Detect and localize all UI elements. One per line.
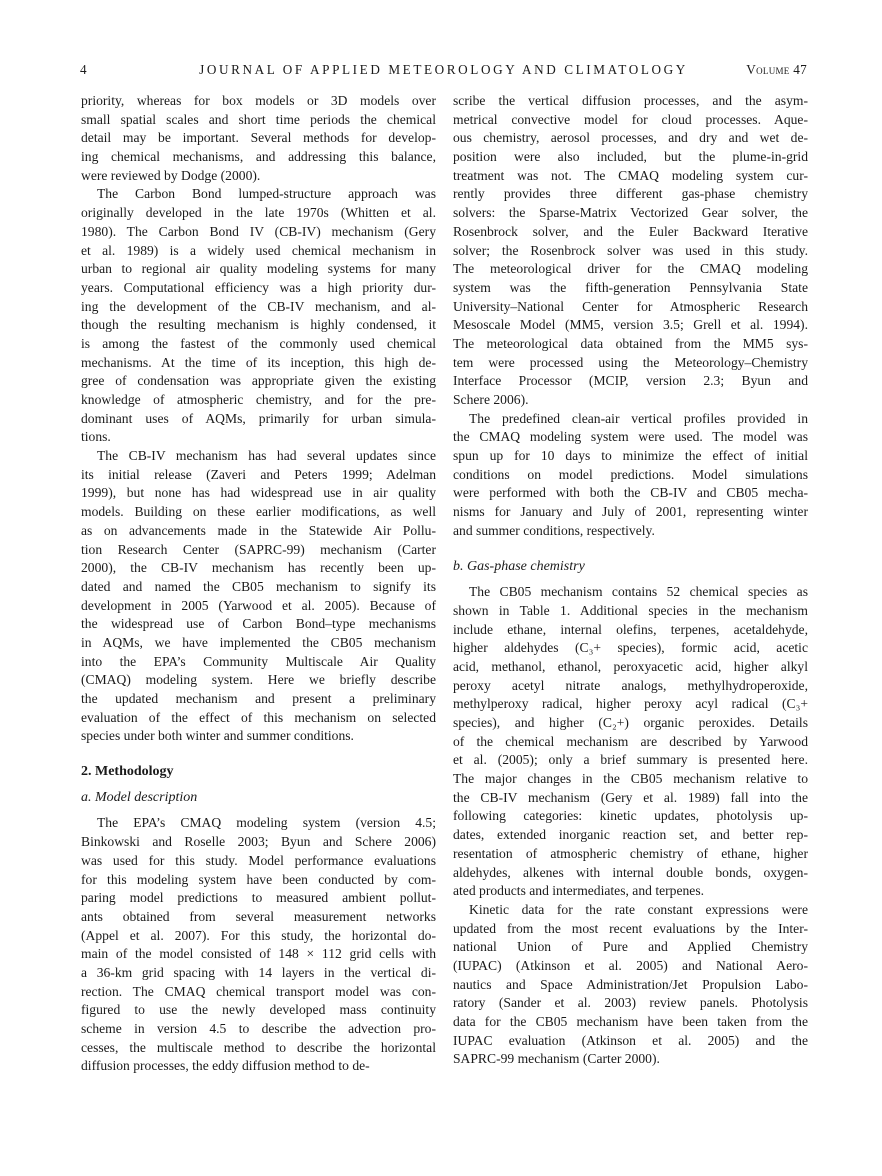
text-line: rently provides three different gas-phase chemistry	[453, 186, 808, 202]
left-column	[81, 92, 436, 1076]
paragraph	[453, 410, 808, 541]
text-line: Schere 2006).	[453, 392, 529, 407]
text-line: scribe the vertical diffusion processes, and the asym-	[453, 93, 808, 108]
text-line: paring model predictions to measured ambient pollut-	[81, 890, 436, 906]
text-line: metrical convective model for cloud processes. Aque-	[453, 111, 808, 127]
text-line: priority, whereas for box models or 3D models over	[81, 93, 436, 108]
running-header	[80, 62, 807, 80]
text-line: the widespread use of Carbon Bond–type mechanisms	[81, 616, 436, 632]
paragraph	[453, 583, 808, 901]
text-line: was used for this study. Model performance evaluations	[81, 852, 436, 868]
text-line: into the EPA’s Community Multiscale Air Quality	[81, 653, 436, 669]
text-line: main of the model consisted of 148 × 112 grid cells with	[81, 946, 436, 962]
text-line: peroxy acetyl nitrate analogs, methylhydroperoxide,	[453, 677, 808, 693]
text-line: SAPRC-99 mechanism (Carter 2000).	[453, 1051, 660, 1067]
text-line: species under both winter and summer conditions.	[81, 728, 354, 744]
text-line: dominant uses of AQMs, primarily for urban simula-	[81, 410, 436, 426]
volume-label: Volume 47	[746, 62, 807, 77]
text-line: its initial release (Zaveri and Peters 1999; Adelman	[81, 466, 436, 482]
text-line: dated and named the CB05 mechanism to signify its	[81, 578, 436, 594]
text-line: 1980). The Carbon Bond IV (CB-IV) mechanism (Gery	[81, 223, 436, 239]
right-column	[453, 92, 808, 1069]
paragraph	[81, 185, 436, 447]
text-line: a 36-km grid spacing with 14 layers in the vertical di-	[81, 964, 436, 980]
text-line: ated products and intermediates, and terpenes.	[453, 883, 705, 899]
text-line: et al. 1989) is a widely used chemical mechanism in	[81, 242, 436, 258]
text-line: solver; the Rosenbrock solver was used in this study.	[453, 242, 808, 258]
text-line: IUPAC evaluation (Atkinson et al. 2005) and the	[453, 1032, 808, 1048]
text-line: for this modeling system have been conducted by com-	[81, 871, 436, 887]
text-line: ous chemistry, aerosol processes, and dry and wet de-	[453, 130, 808, 146]
text-line: ants obtained from several measurement networks	[81, 908, 436, 924]
text-line: University–National Center for Atmospheric Research	[453, 298, 808, 314]
text-line: The EPA’s CMAQ modeling system (version 4.5;	[97, 815, 436, 831]
text-line: the CMAQ modeling system were used. The model was	[453, 429, 808, 445]
text-line: treatment was not. The CMAQ modeling system cur-	[453, 167, 808, 183]
text-line: cesses, the multiscale method to describe the horizontal	[81, 1039, 436, 1055]
text-line: though the resulting mechanism is highly condensed, it	[81, 317, 436, 333]
text-line: Interface Processor (MCIP, version 2.3; Byun and	[453, 373, 808, 389]
paragraph	[453, 901, 808, 1069]
text-line: national Union of Pure and Applied Chemistry	[453, 939, 808, 955]
text-line: methylperoxy radical, higher peroxy acyl radical (C₃+	[453, 696, 808, 712]
text-line: (IUPAC) (Atkinson et al. 2005) and National Aero-	[453, 957, 808, 973]
text-line: resentation of atmospheric chemistry of ethane, higher	[453, 845, 808, 861]
text-line: diffusion processes, the eddy diffusion method to de-	[81, 1058, 370, 1074]
text-line: tem were processed using the Meteorology–Chemistry	[453, 354, 808, 370]
text-line: the updated mechanism and present a preliminary	[81, 691, 436, 706]
text-line: 2000), the CB-IV mechanism has recently been up-	[81, 560, 436, 576]
text-line: solvers: the Sparse-Matrix Vectorized Gear solver, the	[453, 205, 808, 221]
text-line: small spatial scales and short time periods the chemical	[81, 111, 436, 127]
text-line: acid, methanol, ethanol, peroxyacetic acid, higher alkyl	[453, 658, 808, 674]
text-line: position were also included, but the plume-in-grid	[453, 149, 808, 165]
text-line: tions.	[81, 429, 111, 445]
text-line: the CB-IV mechanism (Gery et al. 1989) fall into the	[453, 789, 808, 805]
text-line: shown in Table 1. Additional species in the mechanism	[453, 602, 808, 618]
text-line: updated from the most recent evaluations by the Inter-	[453, 920, 808, 936]
text-line: Rosenbrock solver, and the Euler Backward Iterative	[453, 223, 808, 239]
text-line: conditions on model predictions. Model simulations	[453, 466, 808, 482]
text-line: urban to regional air quality modeling systems for many	[81, 261, 436, 277]
text-line: The meteorological driver for the CMAQ modeling	[453, 261, 808, 277]
text-line: data for the CB05 mechanism have been taken from the	[453, 1014, 808, 1029]
text-line: is among the fastest of the commonly used chemical	[81, 335, 436, 351]
section-heading: 2. Methodology	[81, 764, 174, 780]
text-line: dates, extended inorganic reaction set, and better rep-	[453, 827, 808, 843]
text-line: The CB05 mechanism contains 52 chemical species as	[469, 584, 808, 600]
text-line: tion Research Center (SAPRC-99) mechanism (Carter	[81, 541, 436, 557]
text-line: (Appel et al. 2007). For this study, the horizontal do-	[81, 927, 436, 943]
text-line: include ethane, internal olefins, terpenes, acetaldehyde,	[453, 621, 808, 637]
text-line: The CB-IV mechanism has had several updates since	[97, 448, 436, 464]
text-line: detail may be important. Several methods for develop-	[81, 130, 436, 146]
text-line: nisms for January and July of 2001, representing winter	[453, 504, 808, 520]
paragraph	[453, 92, 808, 410]
text-line: figured to use the newly developed mass continuity	[81, 1002, 436, 1018]
text-line: models. Building on these earlier modifications, as well	[81, 504, 436, 520]
text-line: in AQMs, we have implemented the CB05 mechanism	[81, 634, 436, 650]
text-line: evaluation of the effect of this mechanism on selected	[81, 709, 436, 725]
text-line: knowledge of atmospheric chemistry, and for the pre-	[81, 392, 436, 407]
text-line: as on advancements made in the Statewide Air Pollu-	[81, 522, 436, 538]
text-line: Mesoscale Model (MM5, version 3.5; Grell et al. 1994).	[453, 317, 808, 333]
text-line: The predefined clean-air vertical profiles provided in	[469, 410, 808, 426]
text-line: aldehydes, alkenes with internal double bonds, oxygen-	[453, 864, 808, 880]
text-line: higher aldehydes (C₃+ species), formic acid, acetic	[453, 640, 808, 656]
text-line: The Carbon Bond lumped-structure approach was	[97, 186, 436, 202]
text-line: years. Computational efficiency was a high priority dur-	[81, 279, 436, 295]
text-line: development in 2005 (Yarwood et al. 2005). Because of	[81, 597, 436, 613]
journal-title: JOURNAL OF APPLIED METEOROLOGY AND CLIMATOLOGY	[199, 62, 688, 77]
text-line: scheme in version 4.5 to describe the advection pro-	[81, 1021, 436, 1036]
text-line: originally developed in the late 1970s (Whitten et al.	[81, 205, 436, 221]
text-line: were reviewed by Dodge (2000).	[81, 167, 261, 183]
paragraph	[81, 447, 436, 746]
text-line: and summer conditions, respectively.	[453, 522, 655, 538]
text-line: Binkowski and Roselle 2003; Byun and Schere 2006)	[81, 834, 436, 850]
text-line: were performed with both the CB-IV and CB05 mecha-	[453, 485, 808, 501]
text-line: ing chemical mechanisms, and addressing this balance,	[81, 149, 436, 165]
text-line: Kinetic data for the rate constant expressions were	[469, 901, 808, 917]
paragraph	[81, 92, 436, 185]
text-line: (CMAQ) modeling system. Here we briefly describe	[81, 672, 436, 688]
text-line: The major changes in the CB05 mechanism relative to	[453, 771, 808, 787]
text-line: species), and higher (C₂+) organic peroxides. Details	[453, 715, 808, 730]
page-number: 4	[80, 62, 87, 77]
text-line: of the chemical mechanism are described by Yarwood	[453, 733, 808, 749]
subsection-heading: b. Gas-phase chemistry	[453, 558, 585, 574]
text-line: rection. The CMAQ chemical transport model was con-	[81, 983, 436, 999]
text-line: gree of condensation was appropriate given the existing	[81, 373, 436, 389]
text-line: ratory (Sander et al. 2003) review panels. Photolysis	[453, 995, 808, 1011]
text-line: The meteorological data obtained from the MM5 sys-	[453, 335, 808, 351]
text-line: mechanisms. At the time of its inception, this high de-	[81, 354, 436, 370]
subsection-heading: a. Model description	[81, 789, 198, 805]
text-line: system was the fifth-generation Pennsylvania State	[453, 279, 808, 295]
paragraph	[81, 814, 436, 1076]
text-line: ing the development of the CB-IV mechanism, and al-	[81, 298, 436, 314]
text-line: 1999), but none has had widespread use in air quality	[81, 485, 436, 501]
text-line: et al. (2005); only a brief summary is presented here.	[453, 752, 808, 768]
text-line: following categories: kinetic updates, photolysis up-	[453, 808, 808, 824]
text-line: nautics and Space Administration/Jet Propulsion Labo-	[453, 976, 808, 992]
text-line: spun up for 10 days to minimize the effect of initial	[453, 448, 808, 464]
